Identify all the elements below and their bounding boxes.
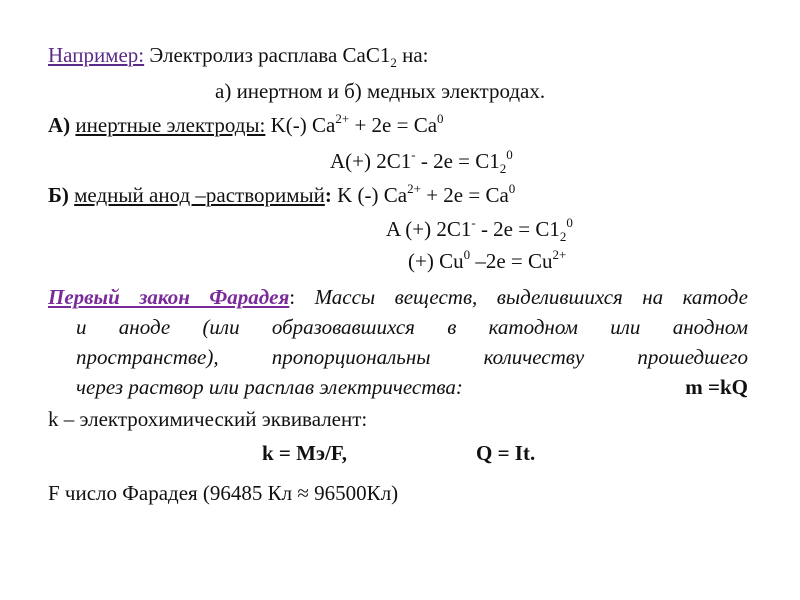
faraday-law-title: Первый закон Фарадея — [48, 285, 290, 309]
section-b-label: Б) — [48, 183, 69, 207]
electrodes-line: а) инертном и б) медных электродах. — [215, 79, 546, 103]
example-label: Например: — [48, 43, 145, 67]
equivalent-line: k – электрохимический эквивалент: — [48, 407, 368, 431]
section-b-cathode-line — [48, 182, 515, 208]
section-a-cathode-line — [48, 112, 444, 138]
faraday-line-2: и аноде (или образовавшихся в катодном или анодном — [76, 315, 748, 339]
intro-suffix: на: — [396, 43, 429, 67]
section-b-colon: : — [324, 183, 332, 207]
intro-line — [48, 42, 429, 68]
section-a-cathode-eq: K(-) $Ca^{2+} + 2e = Ca^0$ — [270, 111, 444, 137]
section-a-anode-eq: A(+) $2C1^- - 2e = C1_2^0$ — [330, 147, 513, 176]
section-b-title: медный анод –растворимый — [74, 183, 325, 207]
faraday-law-paragraph — [48, 282, 748, 402]
faraday-line-1: Первый закон Фарадея: Массы веществ, выделившихся на катоде — [48, 285, 748, 309]
faraday-number-line: F число Фарадея (96485 Кл ≈ 96500Кл) — [48, 481, 399, 505]
section-b-anode-eq: A (+) $2C1^- - 2e = C1_2^0$ — [386, 215, 573, 244]
intro-subscript: 2 — [390, 55, 397, 70]
intro-text: Электролиз расплава CaC1 — [144, 43, 391, 67]
faraday-line-4: через раствор или расплав электричества: m =kQ — [48, 372, 748, 402]
section-a-title: инертные электроды: — [75, 113, 266, 137]
faraday-line-3: пространстве), пропорциональны количеству прошедшего — [76, 345, 748, 369]
section-a-label: А) — [48, 113, 71, 137]
q-formula: Q = It. — [476, 441, 536, 465]
faraday-formula: m =kQ — [685, 375, 748, 399]
section-b-copper-eq: (+) Cu$^0$ $-2e = Cu^{2+}$ — [408, 247, 567, 273]
k-formula: k = Mэ/F, — [262, 441, 348, 465]
section-b-cathode-eq: K (-) $Ca^{2+} + 2e = Ca^0$ — [331, 181, 516, 207]
